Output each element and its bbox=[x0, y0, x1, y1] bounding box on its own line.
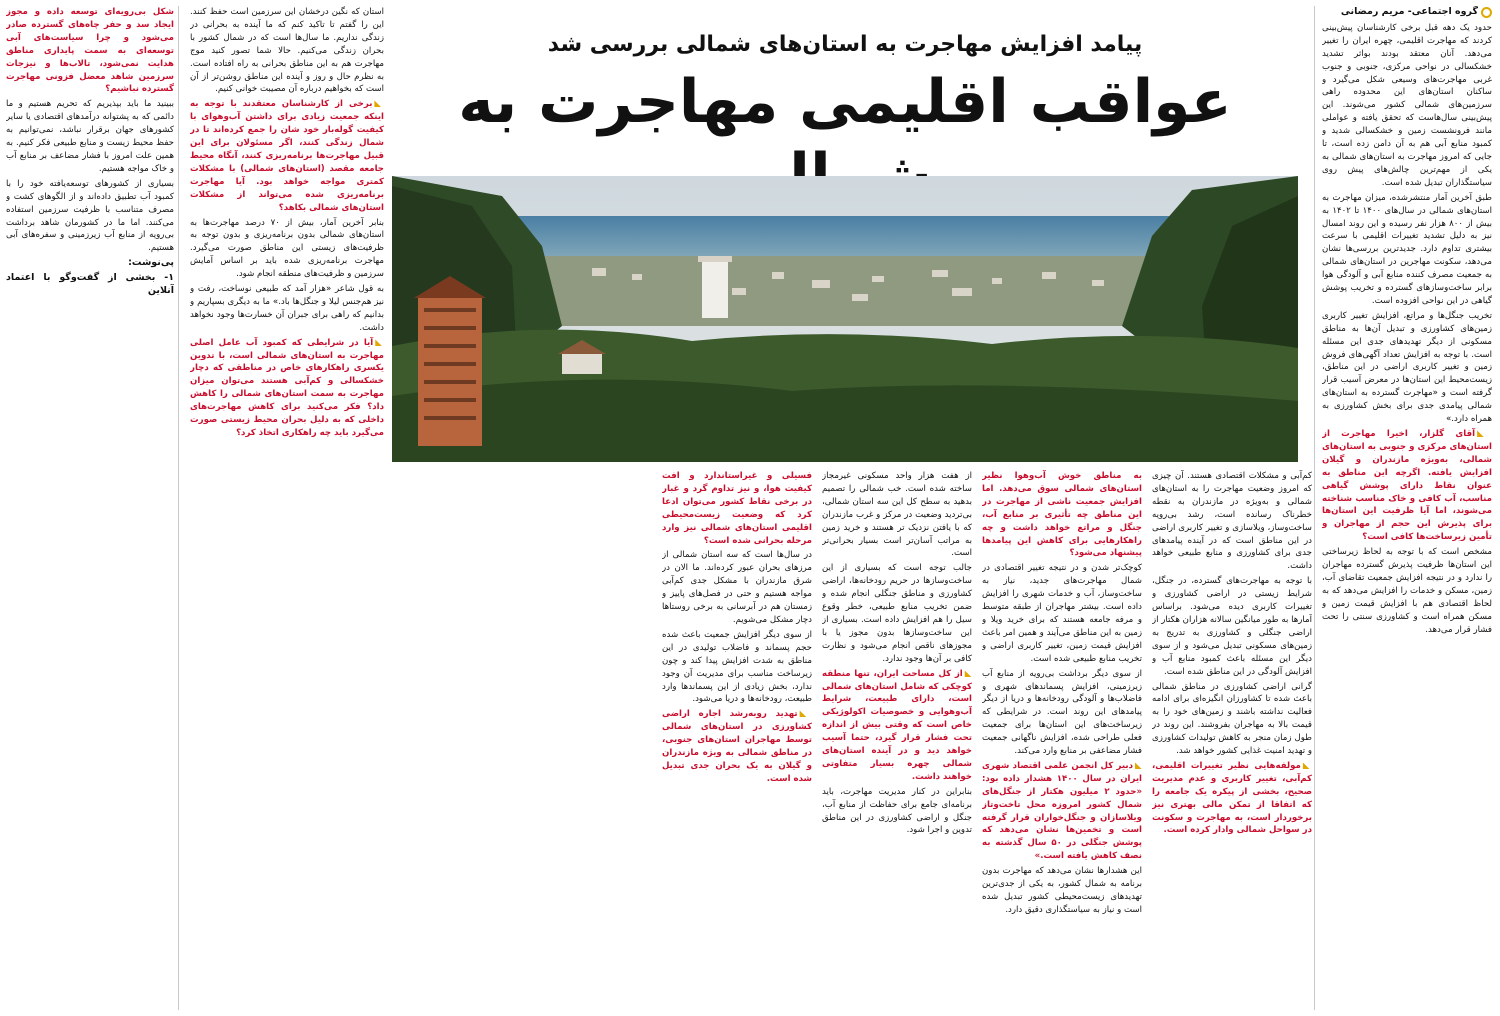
kicker: پیامد افزایش مهاجرت به استان‌های شمالی بررسی شد bbox=[547, 32, 1143, 57]
article-column-2 bbox=[1152, 470, 1312, 1010]
paragraph: با توجه به مهاجرت‌های گسترده، در جنگل، شرایط زیستی در اراضی کشاورزی و تغییرات کاربری دیده می‌شود. براساس آمارها به طور میانگین سالانه هزاران هکتار از اراضی جنگلی و کشاورزی به تدریج به زمین‌های مسکونی تبدیل می‌شود و از سوی دیگر این مسئله باعث کمبود منابع آب و افزایش آلودگی در این مناطق شده است. bbox=[1152, 576, 1312, 677]
article-header bbox=[392, 8, 1298, 176]
question-bullet-icon: ◣ bbox=[964, 668, 972, 679]
headline: عواقب اقلیمی مهاجرت به bbox=[458, 67, 1232, 137]
interview-question: ◣از کل مساحت ایران، تنها منطقه کوچکی که شامل استان‌های شمالی است، دارای طبیعت، شرایط آب‌وهوایی و خصوصیات اکولوژیکی خاص است که وقتی بیش از اندازه تحت فشار قرار گیرد، حتما آسیب خواهد دید و در آینده استان‌های شمالی چهره بسیار متفاوتی خواهند داشت. bbox=[822, 668, 972, 782]
paragraph: کم‌آبی و مشکلات اقتصادی هستند. آن چیزی که امروز وضعیت مهاجرت را به استان‌های شمالی و به‌ویژه در مازندران به نقطه خطرناک رسانده است، رشد بی‌رویه ساخت‌وساز، ویلاسازی و تغییر کاربری اراضی در این مناطق است که در آینده پیامدهای جدی برای کشاورزی و منابع طبیعی خواهد داشت. bbox=[1152, 471, 1312, 572]
column-divider bbox=[178, 6, 179, 1010]
paragraph: به قول شاعر «هزار آمد که طبیعی نوساخت، رفت و نیز هم‌جنس لیلا و جنگل‌ها باد.» ما به دیگری بسپاریم و بدانیم که راهی برای جبران آن خسارت‌ها وجود نخواهد داشت. bbox=[190, 284, 384, 333]
interview-question: فسیلی و غیراستاندارد و افت کیفیت هوا، و نیز تداوم گرد و غبار در برخی نقاط کشور می‌توان ادعا کرد که وضعیت زیست‌محیطی اقلیمی استان‌های شمالی نیز وارد مرحله بحرانی شده است؟ bbox=[662, 471, 812, 546]
question-bullet-icon: ◣ bbox=[799, 709, 812, 720]
paragraph: مشخص است که با توجه به لحاظ زیرساختی این استان‌ها ظرفیت پذیرش گسترده مهاجران را ندارد و در نتیجه افزایش جمعیت تقاضای آب، زمین، مسکن و خدمات را افزایش می‌دهد که به لحاظ اقتصادی هم با افزایش قیمت زمین و مسکن همراه است و کشاورزی سنتی را تحت فشار قرار می‌دهد. bbox=[1322, 547, 1492, 635]
paragraph: استان که نگین درخشان این سرزمین است حفظ کنند. این را گفتم تا تاکید کنم که ما آینده به بحرانی در زندگی نداریم. ما سال‌ها است که در شمال کشور با بحران زندگی می‌کنیم. حالا شما تصور کنید موج مهاجرت هم به این مناطق بحرانی به راه افتاده است. به نظرم حال و روز و آینده این مناطق روشن‌تر از آن است که بخواهیم درباره آن مصیبت خوانی کنیم. bbox=[190, 7, 384, 95]
article-column-6 bbox=[190, 6, 384, 1010]
paragraph: کوچک‌تر شدن و در نتیجه تغییر اقتصادی در شمال مهاجرت‌های جدید، نیاز به ساخت‌وساز، آب و خدمات شهری را افزایش داده است. بیشتر مهاجران از طبقه متوسط و مرفه جامعه هستند که برای خرید ویلا و زمین به این مناطق می‌آیند و همین امر باعث افزایش قیمت زمین، تغییر کاربری اراضی و تخریب منابع طبیعی شده است. bbox=[982, 563, 1142, 664]
article-column-3 bbox=[982, 470, 1142, 1010]
question-bullet-icon: ◣ bbox=[1135, 760, 1142, 771]
interview-question: شکل بی‌رویه‌ای توسعه داده و مجوز ایجاد سد و حفر چاه‌های گسترده صادر می‌شود و چرا سیاست‌های آبی توسعه‌ای به سمت پایداری مناطق هدایت نمی‌شود، تالاب‌ها و نیزجات سرزمین شاهد معضل فزونی مهاجرت گسترده نباشیم؟ bbox=[6, 7, 174, 95]
article-column-7 bbox=[6, 6, 174, 1010]
footnote-title: پی‌نوشت: bbox=[128, 257, 174, 269]
interview-question: ◣تهدید روبه‌رشد اجاره اراضی کشاورزی در استان‌های شمالی توسط مهاجران استان‌های جنوبی، در مناطق شمالی به ویژه مازندران و گیلان به یک بحران جدی تبدیل شده است. bbox=[662, 709, 812, 784]
interview-question: ◣آقای گلزار، اخیرا مهاجرت از استان‌های مرکزی و جنوبی به استان‌های شمالی، به‌ویژه مازندران و گیلان افزایش یافته. اگرچه این مناطق به عنوان نقاط دارای پوشش گیاهی مناسب، آب کافی و خاک مناسب شناخته می‌شوند، اما آیا ظرفیت این استان‌ها برای پذیرش این حجم از مهاجران و تأمین زیرساخت‌ها کافی است؟ bbox=[1322, 429, 1492, 543]
paragraph: حدود یک دهه قبل برخی کارشناسان پیش‌بینی کردند که مهاجرت اقلیمی، چهره ایران را تغییر می‌دهد. آنان معتقد بودند بواثر تشدید خشکسالی در نواحی مرکزی، جنوبی و جنوب غربی مهاجرت‌های وسیعی شکل می‌گیرد و ساکنان استان‌های این محدوده راهی سرزمین‌های شمالی کشور می‌شوند. این پیش‌بینی سال‌هاست که تحقق یافته و عواملی مانند فرونشست زمین و خشکسالی شدید و کمبود منابع آبی هم به آن دامن زده است، تا جایی که امروز مهاجرت به استان‌های شمالی به یکی از مهم‌ترین چالش‌های پیش روی سیاستگذاران تبدیل شده است. bbox=[1322, 22, 1492, 188]
paragraph: بسیاری از کشورهای توسعه‌یافته خود را با کمبود آب تطبیق داده‌اند و از الگوهای کشت و مصرف متناسب با ظرفیت سرزمین استفاده می‌کنند. اما ما در کشورمان شاهد برداشت بی‌رویه از منابع آب زیرزمینی و سفره‌های آبی هستیم. bbox=[6, 178, 174, 254]
coastal-city-photo bbox=[392, 176, 1298, 462]
question-bullet-icon: ◣ bbox=[1302, 760, 1312, 771]
interview-question: ◣آیا در شرایطی که کمبود آب عامل اصلی مهاجرت به استان‌های شمالی است، با تدوین یکسری راهکارهای خاص در مناطقی که دچار خشکسالی و کم‌آبی هستند می‌توان میزان مهاجرت به سمت استان‌های شمالی را کاهش داد؟ فکر می‌کنید برای کاهش مهاجرت‌های داخلی که به دلیل بحران محیط زیستی صورت می‌گیرد باید چه راهکاری اتخاذ کرد؟ bbox=[190, 337, 384, 438]
byline bbox=[1322, 6, 1492, 19]
paragraph: این هشدارها نشان می‌دهد که مهاجرت بدون برنامه به شمال کشور، به یکی از جدی‌ترین تهدیدهای زیست‌محیطی کشور تبدیل شده است و نیاز به سیاستگذاری دقیق دارد. bbox=[982, 866, 1142, 915]
column-divider bbox=[1314, 6, 1315, 1010]
paragraph: بنابر آخرین آمار، بیش از ۷۰ درصد مهاجرت‌ها به استان‌های شمالی بدون برنامه‌ریزی و بدون توجه به ظرفیت‌های زیستی این مناطق صورت می‌گیرد. مهاجرت برنامه‌ریزی شده باید بر اساس آمایش سرزمین و ظرفیت‌های منطقه انجام شود. bbox=[190, 217, 384, 280]
byline-text: گروه اجتماعی- مریم رمضانی bbox=[1340, 6, 1478, 17]
question-bullet-icon: ◣ bbox=[1477, 429, 1492, 439]
section-logo-icon bbox=[1481, 7, 1492, 18]
paragraph: جالب توجه است که بسیاری از این ساخت‌وسازها در حریم رودخانه‌ها، اراضی کشاورزی و مناطق جنگلی انجام شده و ضمن تخریب منابع طبیعی، خطر وقوع سیل را هم افزایش داده است. بسیاری از این ساخت‌وسازها بدون مجوز یا با مجوزهای ناقص انجام می‌شود و نظارت کافی بر آن‌ها وجود ندارد. bbox=[822, 563, 972, 664]
article-photo bbox=[392, 176, 1298, 462]
paragraph: از سوی دیگر برداشت بی‌رویه از منابع آب زیرزمینی، افزایش پسماندهای شهری و فاضلاب‌ها و آلودگی رودخانه‌ها و دریا از دیگر پیامدهای این روند است. در شرایطی که زیرساخت‌های این استان‌ها برای جمعیت فعلی طراحی شده، افزایش ناگهانی جمعیت فشار مضاعفی بر منابع وارد می‌کند. bbox=[982, 668, 1142, 757]
paragraph: از هفت هزار واحد مسکونی غیرمجاز ساخته شده است. خب شمالی را تصمیم بدهید به سطح کل این سه استان شمالی، بی‌تردید وضعیت در مرکز و غرب مازندران که با یافتن نزدیک تر هستند و خرید زمین به مراتب آسان‌تر است بسیار بحرانی‌تر است. bbox=[822, 471, 972, 559]
paragraph: تخریب جنگل‌ها و مراتع، افزایش تغییر کاربری زمین‌های کشاورزی و تبدیل آن‌ها به مناطق مسکونی از دیگر تهدیدهای جدی این مسئله است. با توجه به افزایش تعداد آگهی‌های فروش زمین و تغییر کاربری اراضی در این مناطق، زیست‌محیط این استان‌ها در معرض آسیب قرار گرفته است و «مهاجرت گسترده به استان‌های شمالی پیامدی جدی برای بخش کشاورزی به همراه دارد.» bbox=[1322, 310, 1492, 425]
question-bullet-icon: ◣ bbox=[375, 337, 384, 348]
interview-question: به مناطق خوش آب‌وهوا نظیر استان‌های شمالی سوق می‌دهد. اما افزایش جمعیت ناشی از مهاجرت در این مناطق چه تأثیری بر منابع آب، جنگل و مراتع خواهد داشت و چه راهکارهایی برای کاهش این پیامدها پیشنهاد می‌شود؟ bbox=[982, 471, 1142, 559]
interview-question: ◣برخی از کارشناسان معتقدند با توجه به اینکه جمعیت زیادی برای داشتن آب‌وهوای با کیفیت گوله‌بار خود شان را جمع کرده‌اند تا در شمال زندگی کنند، اگر مسئولان برای این قبیل مهاجرت‌ها برنامه‌ریزی کنند، آنگاه محیط جامعه مقصد (استان‌های شمالی) با مشکلات کمتری مواجه خواهد بود. آیا مهاجرت برنامه‌ریزی شده می‌تواند از مشکلات استان‌های شمالی بکاهد؟ bbox=[190, 99, 384, 213]
paragraph: گرانی اراضی کشاورزی در مناطق شمالی باعث شده تا کشاورزان انگیزه‌ای برای ادامه فعالیت نداشته باشند و زمین‌های خود را به قیمت بالا به مهاجران بفروشند. این روند در طول زمان منجر به کاهش تولیدات کشاورزی و تهدید امنیت غذایی کشور خواهد شد. bbox=[1152, 681, 1312, 757]
paragraph: در سال‌ها است که سه استان شمالی از مرزهای بحران عبور کرده‌اند. ما الان در شرق مازندران با مشکل جدی کم‌آبی مواجه هستیم و حتی در فصل‌های پاییز و زمستان هم در آبرسانی به برخی روستاها دچار مشکل می‌شویم. bbox=[662, 550, 812, 625]
interview-question: ◣دبیر کل انجمن علمی اقتصاد شهری ایران در سال ۱۴۰۰ هشدار داده بود: «حدود ۲ میلیون هکتار از جنگل‌های شمال کشور امروزه محل تاخت‌وتاز ویلاسازان و جنگل‌خواران قرار گرفته است و تخمین‌ها نشان می‌دهد که پوشش جنگلی در ۵۰ سال گذشته به نصف کاهش یافته است.» bbox=[982, 760, 1142, 862]
paragraph: از سوی دیگر افزایش جمعیت باعث شده حجم پسماند و فاضلاب تولیدی در این مناطق به شدت افزایش پیدا کند و چون زیرساخت مناسب برای مدیریت آن وجود ندارد، بخش زیادی از این پسماندها وارد طبیعت، رودخانه‌ها و دریا می‌شود. bbox=[662, 629, 812, 705]
question-bullet-icon: ◣ bbox=[374, 99, 384, 110]
paragraph: بنابراین در کنار مدیریت مهاجرت، باید برنامه‌ای جامع برای حفاظت از منابع آب، جنگل و اراضی کشاورزی در این مناطق تدوین و اجرا شود. bbox=[822, 786, 972, 836]
interview-question: ◣مولفه‌هایی نظیر تغییرات اقلیمی، کم‌آبی، تغییر کاربری و عدم مدیریت صحیح، بخشی از پیکره یک جامعه را که اتفاقا از تمکن مالی بهتری نیز برخوردار است، به مهاجرت و سکونت در سواحل شمالی وادار کرده است. bbox=[1152, 760, 1312, 836]
paragraph: ببینید ما باید بپذیریم که تحریم هستیم و ما دائمی که به پشتوانه درآمدهای اقتصادی یا سایر کشورهای جهان برقرار نباشد، نمی‌توانیم به حفظ محیط زیست و منابع طبیعی فکر کنیم. به همین علت امروز با فشار مضاعف بر منابع آب و خاک مواجه هستیم. bbox=[6, 99, 174, 174]
article-column-1 bbox=[1322, 6, 1492, 1010]
paragraph: طبق آخرین آمار منتشرشده، میزان مهاجرت به استان‌های شمالی در سال‌های ۱۴۰۰ تا ۱۴۰۲ به بیش از ۸۰۰ هزار نفر رسیده و این روند امسال نیز به دلیل تشدید تغییرات اقلیمی با سرعت بیشتری تداوم دارد. جدیدترین بررسی‌ها نشان می‌دهد، سکونت مهاجرین در استان‌های شمالی به جمعیت مصرف کننده منابع آبی و آلودگی هوا برابر ساخت‌وسازهای گسترده و تخریب پوشش گیاهی در این نواحی افزوده است. bbox=[1322, 192, 1492, 306]
article-column-4 bbox=[822, 470, 972, 1010]
footnote-item: ۱- بخشی از گفت‌وگو با اعتماد آنلاین bbox=[6, 272, 174, 297]
article-column-5 bbox=[662, 470, 812, 1010]
